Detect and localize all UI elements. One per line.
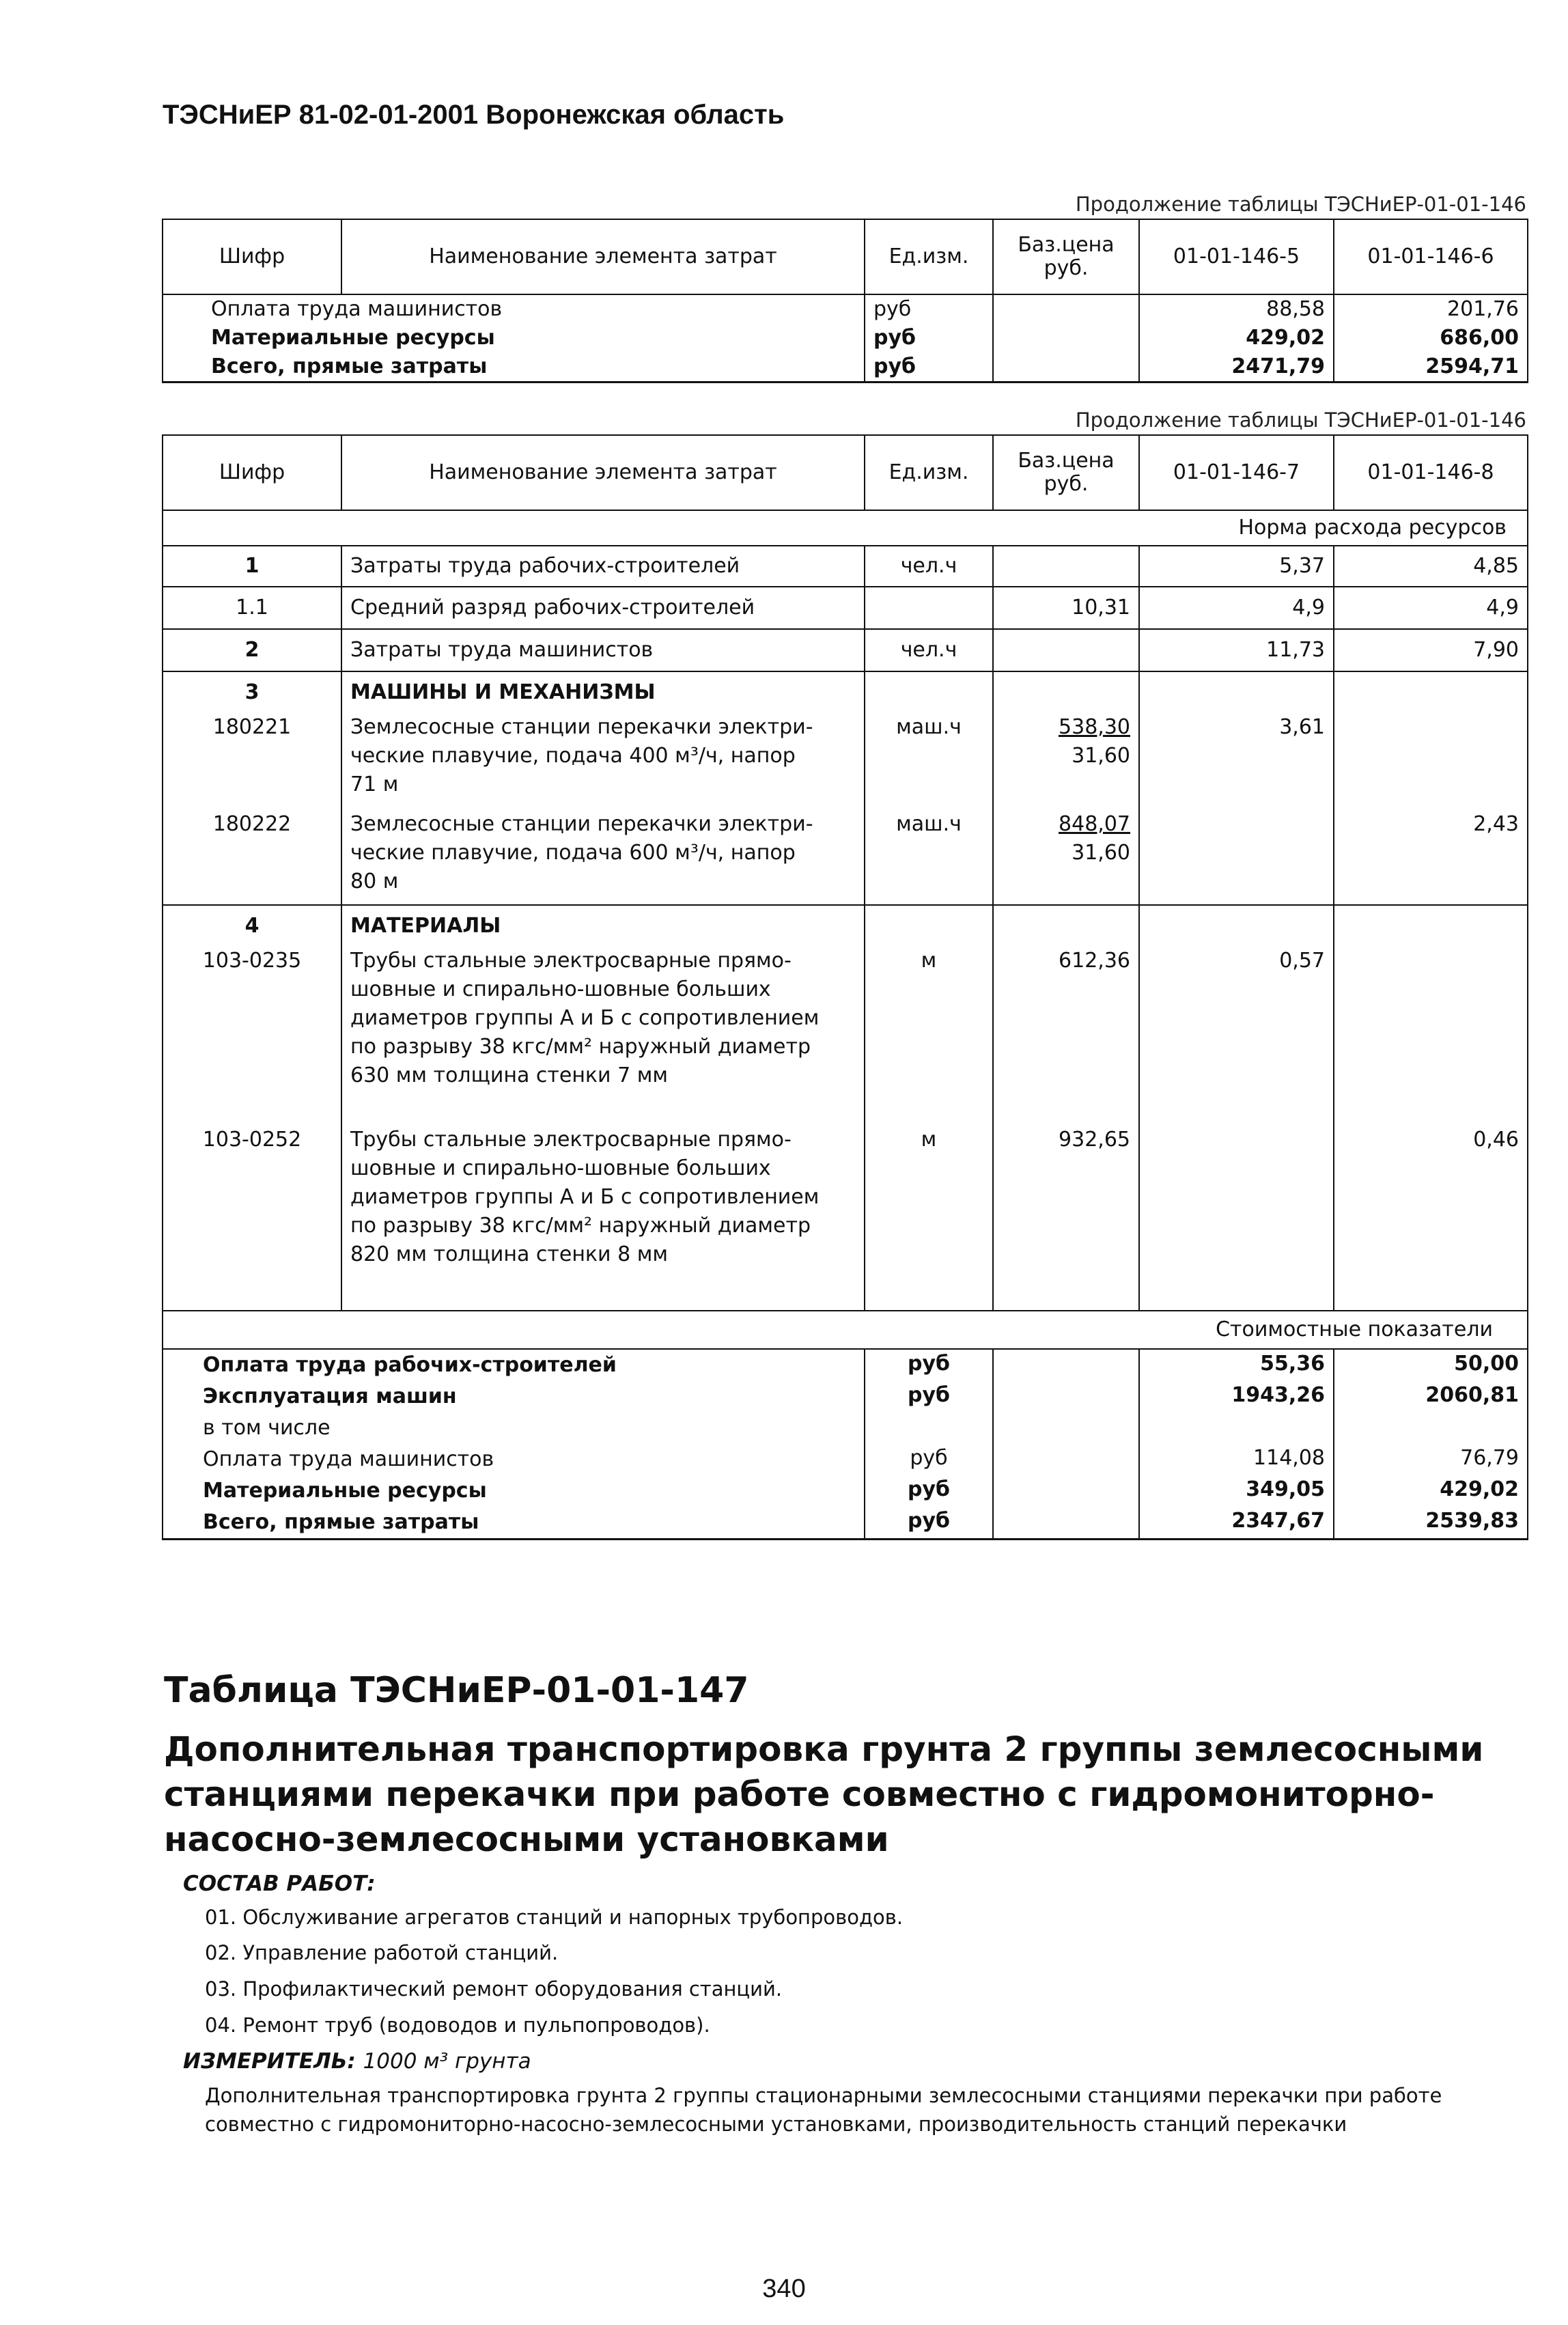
measure-label: ИЗМЕРИТЕЛЬ: bbox=[183, 2049, 356, 2074]
col-header-code: Шифр bbox=[163, 435, 341, 510]
table-row: Всего, прямые затраты руб 2471,79 2594,71 bbox=[163, 352, 1528, 382]
table-row: 3 МАШИНЫ И МЕХАНИЗМЫ bbox=[163, 671, 1528, 713]
cost-table-146-5-6 bbox=[162, 219, 1528, 383]
col-header-146-8: 01-01-146-8 bbox=[1334, 435, 1528, 510]
table-row: Всего, прямые затраты руб 2347,67 2539,83 bbox=[163, 1507, 1528, 1540]
section-subtitle: Дополнительная транспортировка грунта 2 группы землесосными станциями перекачки при работе совместно с гидромониторно-насосно-землесосными установками bbox=[164, 1729, 1484, 1859]
table-continuation-label: Продолжение таблицы ТЭСНиЕР-01-01-146 bbox=[1075, 193, 1526, 216]
work-item: 03. Профилактический ремонт оборудования станций. bbox=[205, 1977, 783, 2001]
section-title: Таблица ТЭСНиЕР-01-01-147 bbox=[164, 1670, 749, 1711]
table-row: Материальные ресурсы руб 429,02 686,00 bbox=[163, 324, 1528, 352]
description-text: Дополнительная транспортировка грунта 2 группы стационарными землесосными станциями перекачки при работе совместно с гидромониторно-насосно-землесосными установками, производительность станций перекачки bbox=[205, 2084, 1442, 2136]
col-header-146-5: 01-01-146-5 bbox=[1139, 219, 1334, 294]
table-row: в том числе bbox=[163, 1412, 1528, 1444]
page-number: 340 bbox=[762, 2274, 806, 2303]
table-row: 1.1 Средний разряд рабочих-строителей 10,31 4,9 4,9 bbox=[163, 587, 1528, 629]
table-continuation-label: Продолжение таблицы ТЭСНиЕР-01-01-146 bbox=[1075, 408, 1526, 432]
col-header-base-price: Баз.цена руб. bbox=[993, 219, 1139, 294]
measure-row bbox=[183, 2049, 531, 2074]
table-row: 103-0235 Трубы стальные электросварные прямо- шовные и спирально-шовные больших диаметров группы А и Б с сопротивлением по разрыву 38 кгс/мм² наружный диаметр 630 мм толщина стенки 7 мм м 612,36 0,57 bbox=[163, 947, 1528, 1126]
col-header-unit: Ед.изм. bbox=[865, 435, 993, 510]
table-row: 180221 Землесосные станции перекачки электри- ческие плавучие, подача 400 м³/ч, напор 71 м маш.ч 538,30 31,60 3,61 bbox=[163, 713, 1528, 810]
measure-value: 1000 м³ грунта bbox=[363, 2049, 531, 2074]
col-header-code: Шифр bbox=[163, 219, 341, 294]
work-item: 01. Обслуживание агрегатов станций и напорных трубопроводов. bbox=[205, 1906, 904, 1929]
table-row: Оплата труда машинистов руб 88,58 201,76 bbox=[163, 294, 1528, 324]
works-label: СОСТАВ РАБОТ: bbox=[183, 1871, 376, 1896]
table-row: Материальные ресурсы руб 349,05 429,02 bbox=[163, 1475, 1528, 1507]
work-item: 02. Управление работой станций. bbox=[205, 1941, 559, 1964]
cost-indicators-label: Стоимостные показатели bbox=[163, 1311, 1528, 1349]
table-row: Оплата труда машинистов руб 114,08 76,79 bbox=[163, 1444, 1528, 1475]
col-header-base-price: Баз.цена руб. bbox=[993, 435, 1139, 510]
document-header: ТЭСНиЕР 81-02-01-2001 Воронежская область bbox=[163, 100, 785, 130]
cost-table-146-7-8 bbox=[162, 434, 1528, 1540]
work-item: 04. Ремонт труб (водоводов и пульпопроводов). bbox=[205, 2014, 710, 2037]
table-row: 180222 Землесосные станции перекачки электри- ческие плавучие, подача 600 м³/ч, напор 80 м маш.ч 848,07 31,60 2,43 bbox=[163, 810, 1528, 905]
table-row: Оплата труда рабочих-строителей руб 55,36 50,00 bbox=[163, 1349, 1528, 1381]
col-header-name: Наименование элемента затрат bbox=[341, 219, 865, 294]
table-row: Эксплуатация машин руб 1943,26 2060,81 bbox=[163, 1381, 1528, 1412]
col-header-146-7: 01-01-146-7 bbox=[1139, 435, 1334, 510]
table-row: 103-0252 Трубы стальные электросварные прямо- шовные и спирально-шовные больших диаметров группы А и Б с сопротивлением по разрыву 38 кгс/мм² наружный диаметр 820 мм толщина стенки 8 мм м 932,65 0,46 bbox=[163, 1126, 1528, 1311]
norm-label: Норма расхода ресурсов bbox=[163, 510, 1528, 546]
col-header-unit: Ед.изм. bbox=[865, 219, 993, 294]
table-row: 2 Затраты труда машинистов чел.ч 11,73 7,90 bbox=[163, 629, 1528, 671]
col-header-name: Наименование элемента затрат bbox=[341, 435, 865, 510]
table-row: 1 Затраты труда рабочих-строителей чел.ч 5,37 4,85 bbox=[163, 546, 1528, 587]
col-header-146-6: 01-01-146-6 bbox=[1334, 219, 1528, 294]
table-row: 4 МАТЕРИАЛЫ bbox=[163, 905, 1528, 947]
